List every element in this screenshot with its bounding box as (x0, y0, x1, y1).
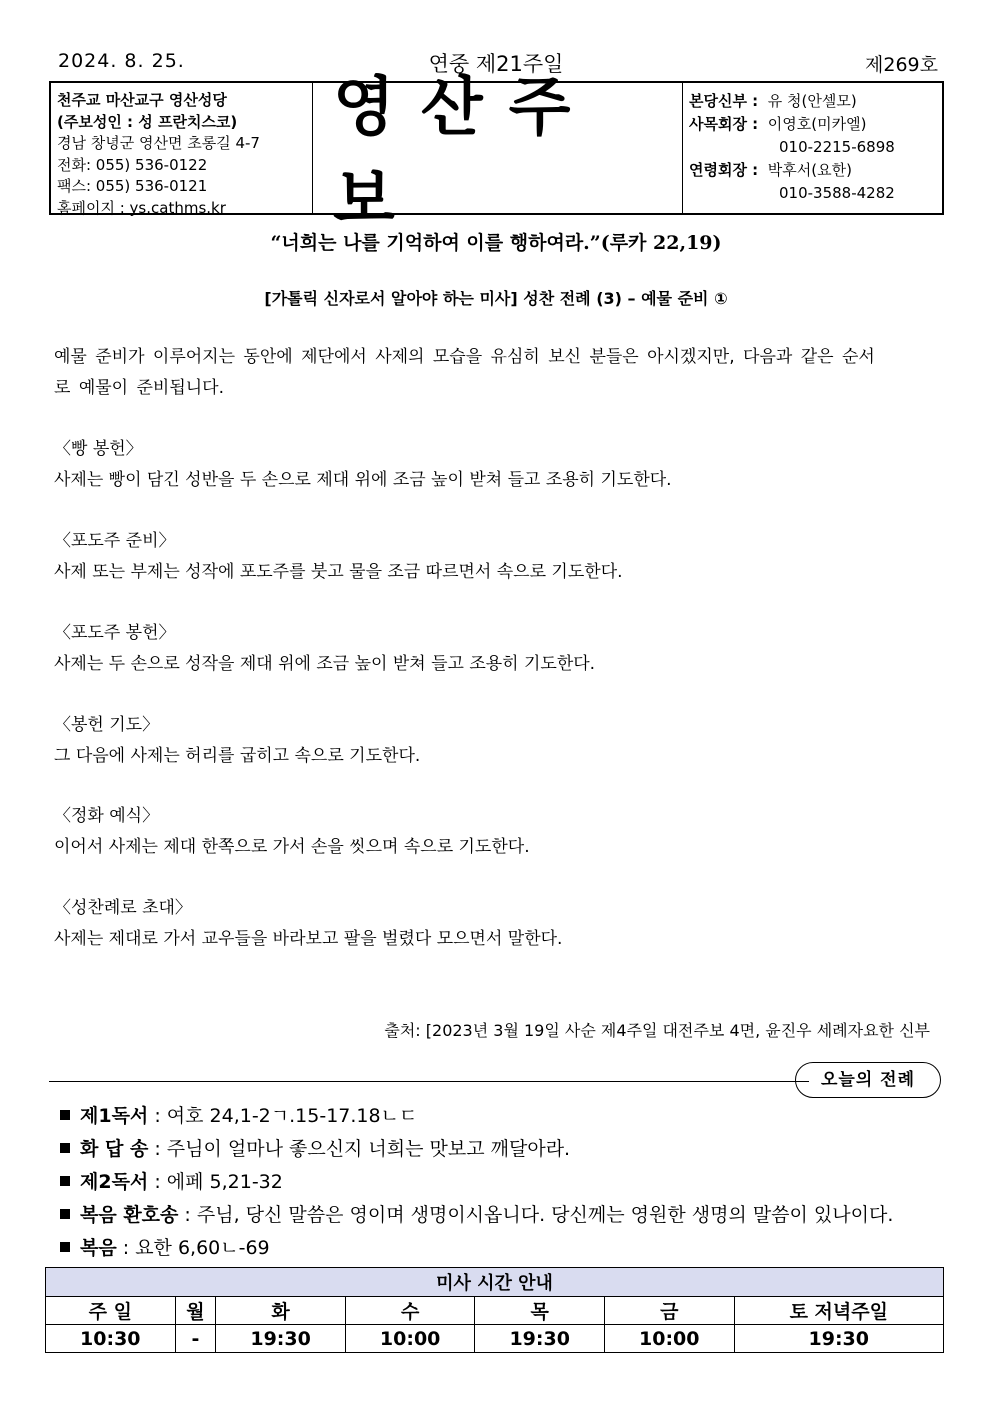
reading-text: : 여호 24,1-2ㄱ.15-17.18ㄴㄷ (148, 1105, 418, 1127)
day-cell: 화 (216, 1297, 346, 1325)
square-bullet-icon (60, 1242, 70, 1252)
day-cell: 금 (604, 1297, 734, 1325)
parish-homepage: 홈페이지 : ys.cathms.kr (57, 198, 226, 217)
union-label: 연령회장 : (689, 161, 759, 179)
time-cell: 19:30 (734, 1325, 943, 1353)
council-phone: 010-2215-6898 (779, 138, 895, 156)
time-cell: 19:30 (475, 1325, 605, 1353)
square-bullet-icon (60, 1209, 70, 1219)
masthead-title-cell (313, 70, 683, 237)
time-cell: - (175, 1325, 216, 1353)
day-cell: 수 (345, 1297, 475, 1325)
section-text: 사제 또는 부제는 성작에 포도주를 붓고 물을 조금 따르면서 속으로 기도한다. (54, 562, 623, 582)
section-bread (54, 434, 944, 496)
reading-label: 복음 (80, 1237, 117, 1259)
section-wine-offering (54, 618, 944, 680)
masthead-box (49, 70, 944, 237)
parish-info (51, 83, 313, 217)
staff-info (683, 83, 942, 213)
section-text: 사제는 두 손으로 성작을 제대 위에 조금 높이 받쳐 들고 조용히 기도한다. (54, 654, 596, 674)
section-invitation (54, 893, 944, 955)
liturgical-week-title: 연중 제21주일 (428, 52, 564, 76)
reading-item (60, 1100, 893, 1133)
reading-label: 화 답 송 (80, 1138, 149, 1160)
issue-number: 제269호 (865, 54, 938, 76)
section-text: 사제는 빵이 담긴 성반을 두 손으로 제대 위에 조금 높이 받쳐 들고 조용히 기도한다. (54, 470, 672, 490)
reading-text: : 주님이 얼마나 좋으신지 너희는 맛보고 깨달아라. (148, 1138, 571, 1160)
pastor-label: 본당신부 : (689, 92, 759, 110)
time-cell: 10:00 (345, 1325, 475, 1353)
section-text: 사제는 제대로 가서 교우들을 바라보고 팔을 벌렸다 모으면서 말한다. (54, 929, 563, 949)
section-label: 〈빵 봉헌〉 (54, 439, 143, 459)
todays-liturgy-heading: 오늘의 전례 (795, 1062, 941, 1098)
article-source: 출처: [2023년 3월 19일 사순 제4주일 대전주보 4면, 윤진우 세례자요한 신부 (384, 1021, 930, 1040)
reading-item (60, 1133, 893, 1166)
day-cell: 주 일 (46, 1297, 176, 1325)
intro-line: 로 예물이 준비됩니다. (54, 378, 225, 398)
parish-name: 천주교 마산교구 영산성당 (57, 91, 227, 109)
section-text: 이어서 사제는 제대 한쪽으로 가서 손을 씻으며 속으로 기도한다. (54, 837, 530, 857)
article-intro (54, 342, 944, 404)
parish-fax: 팩스: 055) 536-0121 (57, 177, 208, 195)
time-cell: 19:30 (216, 1325, 346, 1353)
day-cell: 토 저녁주일 (734, 1297, 943, 1325)
scripture-quote: “너희는 나를 기억하여 이를 행하여라.”(루카 22,19) (270, 232, 722, 254)
day-cell: 월 (175, 1297, 216, 1325)
section-label: 〈포도주 봉헌〉 (54, 623, 176, 643)
square-bullet-icon (60, 1110, 70, 1120)
time-cell: 10:30 (46, 1325, 176, 1353)
bulletin-date: 2024. 8. 25. (58, 50, 185, 72)
day-cell: 목 (475, 1297, 605, 1325)
section-offering-prayer (54, 710, 944, 772)
parish-phone: 전화: 055) 536-0122 (57, 155, 208, 174)
intro-line: 예물 준비가 이루어지는 동안에 제단에서 사제의 모습을 유심히 보신 분들은 아시겠지만, 다음과 같은 순서 (54, 347, 875, 367)
union-phone: 010-3588-4282 (779, 184, 895, 202)
masthead-title: 영산주보 (333, 70, 597, 237)
square-bullet-icon (60, 1143, 70, 1153)
section-text: 그 다음에 사제는 허리를 굽히고 속으로 기도한다. (54, 746, 421, 766)
reading-item (60, 1232, 893, 1265)
section-label: 〈정화 예식〉 (54, 806, 160, 826)
time-cell: 10:00 (604, 1325, 734, 1353)
schedule-day-row (46, 1297, 944, 1325)
reading-item (60, 1166, 893, 1199)
council-label: 사목회장 : (689, 115, 759, 133)
reading-label: 복음 환호송 (80, 1204, 179, 1226)
parish-address: 경남 창녕군 영산면 초롱길 4-7 (57, 134, 260, 152)
reading-label: 제1독서 (80, 1105, 149, 1127)
section-label: 〈성찬례로 초대〉 (54, 898, 192, 918)
mass-schedule-table (45, 1267, 944, 1353)
section-wine-prep (54, 526, 944, 588)
pastor-name: 유 청(안셀모) (767, 92, 857, 110)
reading-label: 제2독서 (80, 1171, 149, 1193)
section-label: 〈포도주 준비〉 (54, 531, 176, 551)
patron-saint: (주보성인 : 성 프란치스코) (57, 112, 238, 131)
reading-text: : 에페 5,21-32 (148, 1171, 283, 1193)
schedule-time-row (46, 1325, 944, 1353)
council-name: 이영호(미카엘) (767, 115, 867, 133)
section-divider (49, 1081, 809, 1082)
section-label: 〈봉헌 기도〉 (54, 715, 160, 735)
article-title: [가톨릭 신자로서 알아야 하는 미사] 성찬 전례 (3) – 예물 준비 ① (264, 289, 728, 308)
reading-text: : 요한 6,60ㄴ-69 (116, 1237, 270, 1259)
reading-item (60, 1199, 893, 1232)
readings-list (60, 1100, 893, 1265)
union-name: 박후서(요한) (767, 161, 852, 179)
section-purification (54, 801, 944, 863)
schedule-caption: 미사 시간 안내 (46, 1268, 944, 1297)
square-bullet-icon (60, 1176, 70, 1186)
reading-text: : 주님, 당신 말씀은 영이며 생명이시옵니다. 당신께는 영원한 생명의 말씀이 있나이다. (178, 1204, 894, 1226)
